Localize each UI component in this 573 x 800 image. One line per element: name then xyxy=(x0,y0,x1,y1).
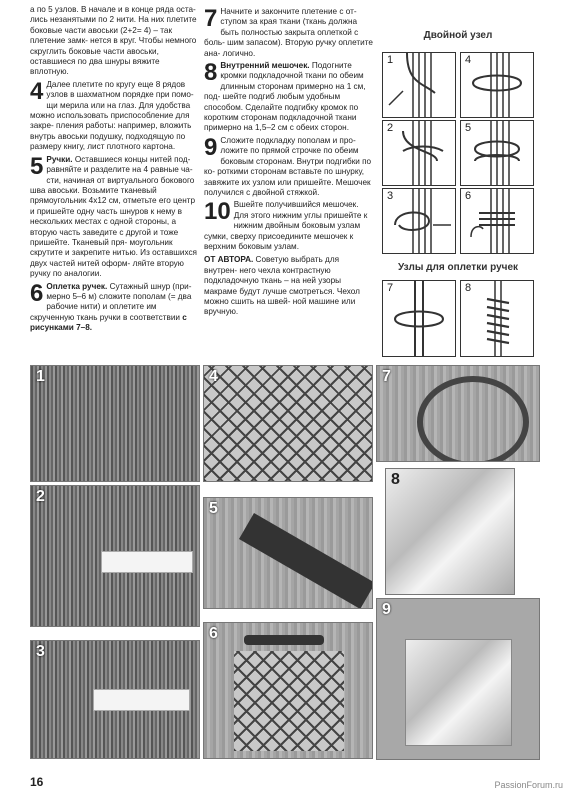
diagram-title-double-knot: Двойной узел xyxy=(423,30,493,41)
diagram-cell-3 xyxy=(382,188,456,254)
photo-number: 7 xyxy=(382,368,391,385)
photo-number: 6 xyxy=(209,625,218,642)
knot-drawing xyxy=(461,121,533,185)
diagram-number: 3 xyxy=(387,190,394,202)
knot-drawing xyxy=(383,121,455,185)
knot-drawing xyxy=(461,53,533,117)
author-note xyxy=(204,255,374,317)
step-lead: Внутренний мешочек. xyxy=(220,61,310,71)
step-number: 9 xyxy=(204,135,218,161)
step-text: Вшейте получившийся мешочек. Для этого нижним углы пришейте к нижним двойным боковым узлам сумки, сверху присоедините мешочек к верхним боковым узлам. xyxy=(204,200,368,251)
step-number: 10 xyxy=(204,200,231,226)
step-number: 7 xyxy=(204,7,218,32)
diagram-cell-1 xyxy=(382,52,456,118)
photo-step-8 xyxy=(385,468,515,595)
diagram-cell-7 xyxy=(382,280,456,357)
diagram-number: 1 xyxy=(387,54,394,66)
step-5 xyxy=(30,155,200,280)
diagram-cell-8 xyxy=(460,280,534,357)
diagram-number: 5 xyxy=(465,122,472,134)
photo-step-4 xyxy=(203,365,373,482)
text-column-2 xyxy=(204,5,374,320)
photo-step-6 xyxy=(203,622,373,759)
photo-step-2 xyxy=(30,485,200,627)
knot-drawing xyxy=(461,281,533,356)
step-6 xyxy=(30,282,200,334)
photo-number: 2 xyxy=(36,488,45,505)
photo-number: 4 xyxy=(209,368,218,385)
author-text: Советую выбрать для внутрен- него чехла контрастную подкладочную ткань – на ней узоры макраме будут лучше смотреться. Чехол можно сшить на швей- ной машине или вручную. xyxy=(204,255,360,317)
step-text: Оставшиеся концы нитей под- равняйте и разделите на 4 равные ча- сти, начиная от виртуального бокового шва авоськи. Возьмите тканевый прямоугольник 4x12 см, отметьте его центр и пришейте одну часть шнуров к нему в нескольких местах с одной стороны, а вторую часть заведите с другой и тоже пришейте. Тканевый пря- моугольник скрутите и закрепите нитью. Из оставшихся двух частей нитей оформ- ляйте вторую ручку по аналогии. xyxy=(30,154,197,279)
diagram-cell-2 xyxy=(382,120,456,186)
author-lead: ОТ АВТОРА. xyxy=(204,255,254,265)
step-text: Подогните кромки подкладочной ткани по обеим длинным сторонам примерно на 1 см, под- шейте подгиб любым удобным способом. Сделайте подгибку кромок по коротким сторонам подкладочной ткани примерно на 1,5–2 см с обеих сторон. xyxy=(204,61,366,133)
step-8 xyxy=(204,61,374,134)
diagram-title-handle-knots: Узлы для оплетки ручек xyxy=(397,262,519,273)
photo-number: 9 xyxy=(382,601,391,618)
photo-step-7 xyxy=(376,365,540,462)
diagram-number: 7 xyxy=(387,282,394,294)
figure-reference: с рисунками 7–8. xyxy=(30,312,187,333)
photo-number: 5 xyxy=(209,500,218,517)
page-number: 16 xyxy=(30,775,44,789)
diagram-number: 6 xyxy=(465,190,472,202)
step-number: 5 xyxy=(30,154,44,180)
text-column-1 xyxy=(30,5,200,334)
step-7 xyxy=(204,7,374,59)
step-lead: Ручки. xyxy=(46,154,73,164)
step-number: 6 xyxy=(30,281,44,307)
photo-step-5 xyxy=(203,497,373,609)
step-text: Сутажный шнур (при- мерно 5–6 м) сложите пополам (= два рабочие нити) и оплетите им скрученную ткань ручки в соответствии xyxy=(30,281,192,322)
photo-number: 8 xyxy=(391,471,400,488)
step-text: Далее плетите по кругу еще 8 рядов узлов в шахматном порядке при помо- щи мерила или на глаз. Для удобства можно использовать приспособление для закре- пления работы: например, вложить внутрь авоськи подушку, подходящую по размеру книгу, лист плотного картона. xyxy=(30,79,194,152)
knot-drawing xyxy=(461,189,533,253)
diagram-number: 2 xyxy=(387,122,394,134)
step-10 xyxy=(204,200,374,252)
photo-number: 3 xyxy=(36,643,45,660)
photo-step-9 xyxy=(376,598,540,760)
step-lead: Оплетка ручек. xyxy=(46,281,108,291)
step-number: 8 xyxy=(204,61,218,87)
step-text: Сложите подкладку пополам и про- ложите по прямой строчке по обеим боковым сторонам. Внутри подгибки по ко- роткими сторонам вставьте по шнурку, завяжите их узлом или пришейте. Мешочек получился с двойной стяжкой. xyxy=(204,135,372,197)
diagram-number: 4 xyxy=(465,54,472,66)
intro-paragraph: а по 5 узлов. В начале и в конце ряда оста- лись незанятыми по 2 нити. На них плетите боковые части авоськи (2+2= 4) – так плетение замк- нется в круг. Чтобы немного скруглить боковые части авоськи, оставшиеся по два шнуры вяжите вплотную. xyxy=(30,5,197,77)
photo-step-1 xyxy=(30,365,200,482)
step-4 xyxy=(30,80,200,153)
knot-drawing xyxy=(383,189,455,253)
step-9 xyxy=(204,136,374,198)
photo-number: 1 xyxy=(36,368,45,385)
photo-step-3 xyxy=(30,640,200,759)
knot-drawing xyxy=(383,281,455,356)
step-text: Начните и закончите плетение с от- ступом за края ткани (ткань должна быть полностью закрыта оплеткой с боль- шим запасом). Вторую ручку оплетите ана- логично. xyxy=(204,7,373,58)
knot-diagram xyxy=(378,30,538,355)
diagram-number: 8 xyxy=(465,282,472,294)
diagram-cell-5 xyxy=(460,120,534,186)
watermark: PassionForum.ru xyxy=(494,780,563,790)
diagram-cell-6 xyxy=(460,188,534,254)
knot-drawing xyxy=(383,53,455,117)
step-number: 4 xyxy=(30,79,44,105)
diagram-cell-4 xyxy=(460,52,534,118)
